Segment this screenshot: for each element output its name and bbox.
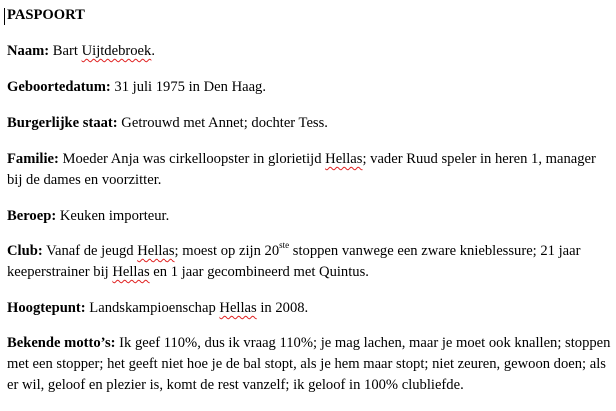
club-text-4: en 1 jaar gecombineerd met Quintus. bbox=[149, 264, 369, 280]
label-geboortedatum: Geboortedatum: bbox=[7, 79, 111, 95]
geboortedatum-text: 31 juli 1975 in Den Haag. bbox=[110, 79, 267, 95]
paragraph-burgerlijke-staat bbox=[7, 113, 611, 134]
label-beroep: Beroep: bbox=[7, 208, 57, 224]
label-burgerlijke-staat: Burgerlijke staat: bbox=[7, 115, 118, 131]
paragraph-geboortedatum bbox=[7, 77, 611, 98]
naam-text-2: . bbox=[151, 43, 155, 59]
label-naam: Naam: bbox=[7, 43, 50, 59]
beroep-text: Keuken importeur. bbox=[56, 208, 170, 224]
paragraph-beroep bbox=[7, 206, 611, 227]
paragraph-mottos bbox=[7, 333, 611, 396]
familie-text-1: Moeder Anja was cirkelloopster in glorietijd bbox=[58, 151, 326, 167]
club-name-1: Hellas bbox=[137, 243, 175, 259]
club-text-3: stoppen vanwege een zware knieblessure; 21 jaar keeperstrainer bij bbox=[7, 243, 581, 280]
naam-surname: Uijtdebroek bbox=[81, 43, 152, 59]
burgerlijke-staat-text: Getrouwd met Annet; dochter Tess. bbox=[117, 115, 328, 131]
mottos-text: Ik geef 110%, dus ik vraag 110%; je mag lachen, maar je moet ook knallen; stoppen met een stopper; het geeft niet hoe je de bal stopt, als je hem maar stopt; niet zeuren, gewoon doen; als er wil, geloof en plezier is, komt de rest vanzelf; ik geloof in 100% clubliefde. bbox=[7, 335, 611, 393]
label-hoogtepunt: Hoogtepunt: bbox=[7, 300, 86, 316]
hoogtepunt-club: Hellas bbox=[219, 300, 257, 316]
paragraph-club bbox=[7, 241, 611, 283]
paragraph-familie bbox=[7, 149, 611, 191]
text-cursor bbox=[4, 8, 5, 25]
title-text: PASPOORT bbox=[7, 7, 85, 23]
club-name-2: Hellas bbox=[112, 264, 150, 280]
paragraph-naam bbox=[7, 41, 611, 62]
label-club: Club: bbox=[7, 243, 43, 259]
document-page[interactable] bbox=[7, 5, 611, 411]
club-text-1: Vanaf de jeugd bbox=[42, 243, 138, 259]
club-text-2: ; moest op zijn 20 bbox=[174, 243, 280, 259]
hoogtepunt-text-1: Landskampioenschap bbox=[85, 300, 220, 316]
document-title bbox=[7, 5, 611, 26]
naam-text-1: Bart bbox=[49, 43, 82, 59]
club-superscript: ste bbox=[279, 240, 290, 251]
familie-text-2: ; vader Ruud speler in heren 1, manager bij de dames en voorzitter. bbox=[7, 151, 596, 188]
label-mottos: Bekende motto’s: bbox=[7, 335, 116, 351]
familie-club: Hellas bbox=[325, 151, 363, 167]
paragraph-hoogtepunt bbox=[7, 298, 611, 319]
hoogtepunt-text-2: in 2008. bbox=[256, 300, 309, 316]
label-familie: Familie: bbox=[7, 151, 59, 167]
